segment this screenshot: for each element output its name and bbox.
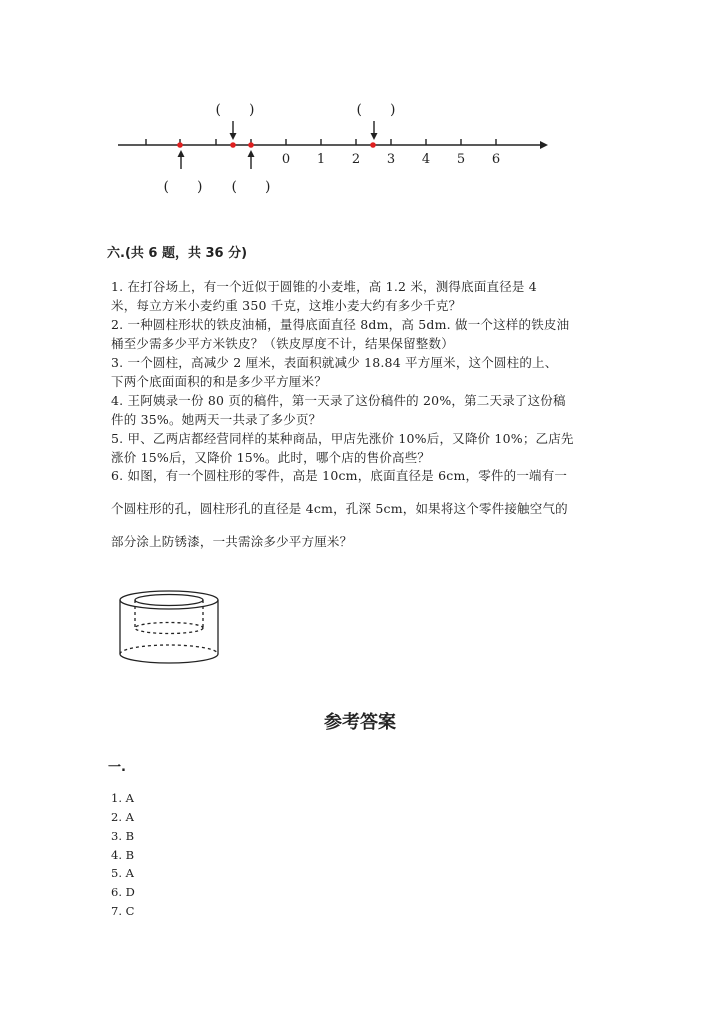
question-5-line-2: 涨价 15%后，又降价 15%。此时，哪个店的售价高些？ bbox=[111, 450, 431, 465]
red-point bbox=[177, 142, 183, 148]
hole-top-ellipse bbox=[135, 595, 203, 606]
answer-blank: ( ) bbox=[356, 102, 396, 118]
down-arrow-icon bbox=[230, 121, 237, 140]
question-1-line-1: 1. 在打谷场上，有一个近似于圆锥的小麦堆，高 1.2 米，测得底面直径是 4 bbox=[111, 279, 537, 294]
question-2-line-2: 桶至少需多少平方米铁皮？（铁皮厚度不计，结果保留整数） bbox=[111, 336, 454, 351]
tick-label: 3 bbox=[386, 152, 396, 167]
question-6-line-1: 6. 如图，有一个圆柱形的零件，高是 10cm，底面直径是 6cm，零件的一端有一 bbox=[111, 468, 568, 483]
red-point bbox=[230, 142, 236, 148]
question-6-line-2: 个圆柱形的孔，圆柱形孔的直径是 4cm，孔深 5cm，如果将这个零件接触空气的 bbox=[111, 501, 568, 516]
tick-label: 0 bbox=[281, 152, 291, 167]
section-title: 六.(共 6 题，共 36 分) bbox=[107, 246, 248, 261]
number-line-figure bbox=[100, 95, 560, 205]
question-2-line-1: 2. 一种圆柱形状的铁皮油桶，量得底面直径 8dm，高 5dm. 做一个这样的铁皮油 bbox=[111, 317, 570, 332]
answer-item: 1. A bbox=[111, 791, 134, 805]
tick-label: 5 bbox=[456, 152, 466, 167]
tick-marks bbox=[146, 139, 496, 145]
up-arrow-icon bbox=[178, 150, 185, 169]
question-1-line-2: 米，每立方米小麦约重 350 千克，这堆小麦大约有多少千克？ bbox=[111, 298, 462, 313]
answer-item: 6. D bbox=[111, 885, 135, 899]
question-3-line-1: 3. 一个圆柱，高减少 2 厘米，表面积就减少 18.84 平方厘米，这个圆柱的上、 bbox=[111, 355, 558, 370]
red-point bbox=[248, 142, 254, 148]
answer-item: 5. A bbox=[111, 866, 134, 880]
tick-label: 4 bbox=[421, 152, 431, 167]
answers-title: 参考答案 bbox=[324, 712, 396, 733]
question-6-line-3: 部分涂上防锈漆，一共需涂多少平方厘米？ bbox=[111, 534, 353, 549]
answer-item: 3. B bbox=[111, 829, 135, 843]
answer-blank: ( ) bbox=[163, 179, 203, 195]
question-4-line-2: 件的 35%。她两天一共录了多少页？ bbox=[111, 412, 322, 427]
answer-blank: ( ) bbox=[231, 179, 271, 195]
tick-label: 1 bbox=[316, 152, 326, 167]
question-5-line-1: 5. 甲、乙两店都经营同样的某种商品，甲店先涨价 10%后，又降价 10%；乙店先 bbox=[111, 431, 574, 446]
question-4-line-1: 4. 王阿姨录一份 80 页的稿件，第一天录了这份稿件的 20%，第二天录了这份稿 bbox=[111, 393, 566, 408]
answers-part-label: 一. bbox=[108, 760, 126, 775]
down-arrow-icon bbox=[371, 121, 378, 140]
red-point bbox=[370, 142, 376, 148]
hole-bottom-ellipse bbox=[135, 623, 203, 634]
outer-bottom-hidden-arc bbox=[120, 645, 218, 654]
number-line-arrowhead bbox=[540, 141, 548, 149]
cylinder-part-figure bbox=[110, 585, 230, 675]
tick-label: 6 bbox=[491, 152, 501, 167]
answer-item: 2. A bbox=[111, 810, 134, 824]
tick-label: 2 bbox=[351, 152, 361, 167]
answer-blank: ( ) bbox=[215, 102, 255, 118]
question-3-line-2: 下两个底面面积的和是多少平方厘米？ bbox=[111, 374, 327, 389]
answer-item: 4. B bbox=[111, 848, 135, 862]
up-arrow-icon bbox=[248, 150, 255, 169]
outer-bottom-arc bbox=[120, 654, 218, 663]
answer-item: 7. C bbox=[111, 904, 135, 918]
